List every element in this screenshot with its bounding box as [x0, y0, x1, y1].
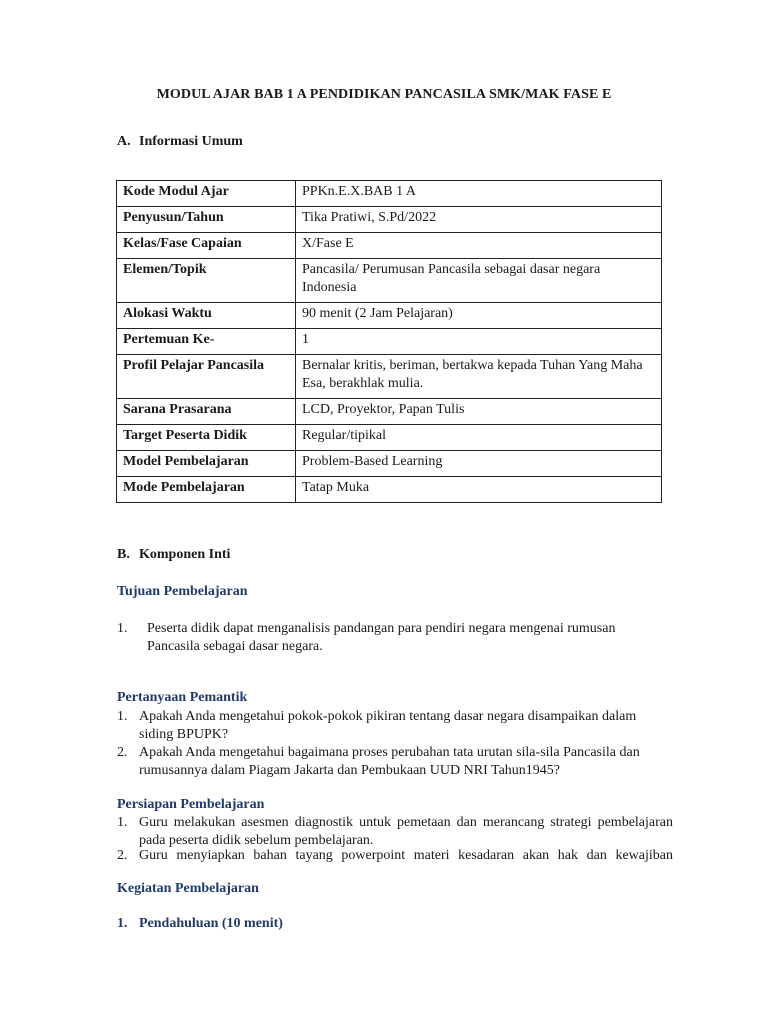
- info-value: PPKn.E.X.BAB 1 A: [296, 181, 662, 207]
- table-row: [117, 207, 662, 233]
- info-value: Pancasila/ Perumusan Pancasila sebagai dasar negara Indonesia: [296, 259, 662, 303]
- table-row: [117, 303, 662, 329]
- table-row: [117, 233, 662, 259]
- table-row: [117, 181, 662, 207]
- persiapan-heading: Persiapan Pembelajaran: [117, 797, 265, 812]
- info-key: Target Peserta Didik: [117, 425, 296, 451]
- info-key: Mode Pembelajaran: [117, 477, 296, 503]
- list-item-number: 1.: [117, 815, 128, 830]
- list-item-text: Peserta didik dapat menganalisis pandangan para pendiri negara mengenai rumusan Pancasila sebagai dasar negara.: [147, 621, 616, 654]
- list-item-number: 2.: [117, 848, 128, 863]
- list-item: [117, 814, 673, 850]
- list-item: [117, 744, 673, 780]
- section-a-letter: A.: [117, 134, 131, 149]
- list-item-number: 1.: [117, 709, 128, 724]
- info-value: Tatap Muka: [296, 477, 662, 503]
- kegiatan-heading: Kegiatan Pembelajaran: [117, 881, 259, 896]
- info-key: Kode Modul Ajar: [117, 181, 296, 207]
- info-value: X/Fase E: [296, 233, 662, 259]
- table-row: [117, 451, 662, 477]
- tujuan-heading: Tujuan Pembelajaran: [117, 584, 248, 599]
- info-key: Elemen/Topik: [117, 259, 296, 303]
- info-value: Regular/tipikal: [296, 425, 662, 451]
- list-item: [117, 708, 673, 744]
- list-item: [117, 847, 673, 865]
- table-row: [117, 259, 662, 303]
- list-item-text: Apakah Anda mengetahui bagaimana proses perubahan tata urutan sila-sila Pancasila dan rumusannya dalam Piagam Jakarta dan Pembukaan UUD NRI Tahun1945?: [139, 745, 640, 778]
- info-value: Bernalar kritis, beriman, bertakwa kepada Tuhan Yang Maha Esa, berakhlak mulia.: [296, 355, 662, 399]
- list-item-number: 2.: [117, 745, 128, 760]
- info-value: 1: [296, 329, 662, 355]
- info-value: Tika Pratiwi, S.Pd/2022: [296, 207, 662, 233]
- table-row: [117, 355, 662, 399]
- table-row: [117, 425, 662, 451]
- table-row: [117, 399, 662, 425]
- pendahuluan-label: Pendahuluan (10 menit): [139, 916, 283, 931]
- pendahuluan-number: 1.: [117, 916, 128, 931]
- info-key: Penyusun/Tahun: [117, 207, 296, 233]
- list-item: [117, 620, 673, 656]
- section-b-letter: B.: [117, 547, 130, 562]
- table-row: [117, 329, 662, 355]
- list-item-text: Apakah Anda mengetahui pokok-pokok pikiran tentang dasar negara disampaikan dalam siding BPUPK?: [139, 709, 637, 742]
- info-key: Sarana Prasarana: [117, 399, 296, 425]
- section-b-heading: [117, 547, 230, 563]
- info-key: Pertemuan Ke-: [117, 329, 296, 355]
- info-key: Alokasi Waktu: [117, 303, 296, 329]
- info-key: Model Pembelajaran: [117, 451, 296, 477]
- info-value: 90 menit (2 Jam Pelajaran): [296, 303, 662, 329]
- info-value: Problem-Based Learning: [296, 451, 662, 477]
- list-item-text: Guru melakukan asesmen diagnostik untuk pemetaan dan merancang strategi pembelajaran pada peserta didik sebelum pembelajaran.: [139, 815, 673, 848]
- section-b-label: Komponen Inti: [139, 547, 231, 562]
- table-row: [117, 477, 662, 503]
- info-key: Profil Pelajar Pancasila: [117, 355, 296, 399]
- section-a-heading: [117, 134, 243, 150]
- pendahuluan-heading: [117, 916, 283, 932]
- list-item-text: Guru menyiapkan bahan tayang powerpoint materi kesadaran akan hak dan kewajiban: [139, 848, 673, 863]
- section-a-label: Informasi Umum: [139, 134, 243, 149]
- info-table: [116, 180, 662, 503]
- pertanyaan-heading: Pertanyaan Pemantik: [117, 690, 248, 705]
- info-value: LCD, Proyektor, Papan Tulis: [296, 399, 662, 425]
- document-title: MODUL AJAR BAB 1 A PENDIDIKAN PANCASILA SMK/MAK FASE E: [156, 87, 612, 102]
- info-key: Kelas/Fase Capaian: [117, 233, 296, 259]
- list-item-number: 1.: [117, 621, 128, 636]
